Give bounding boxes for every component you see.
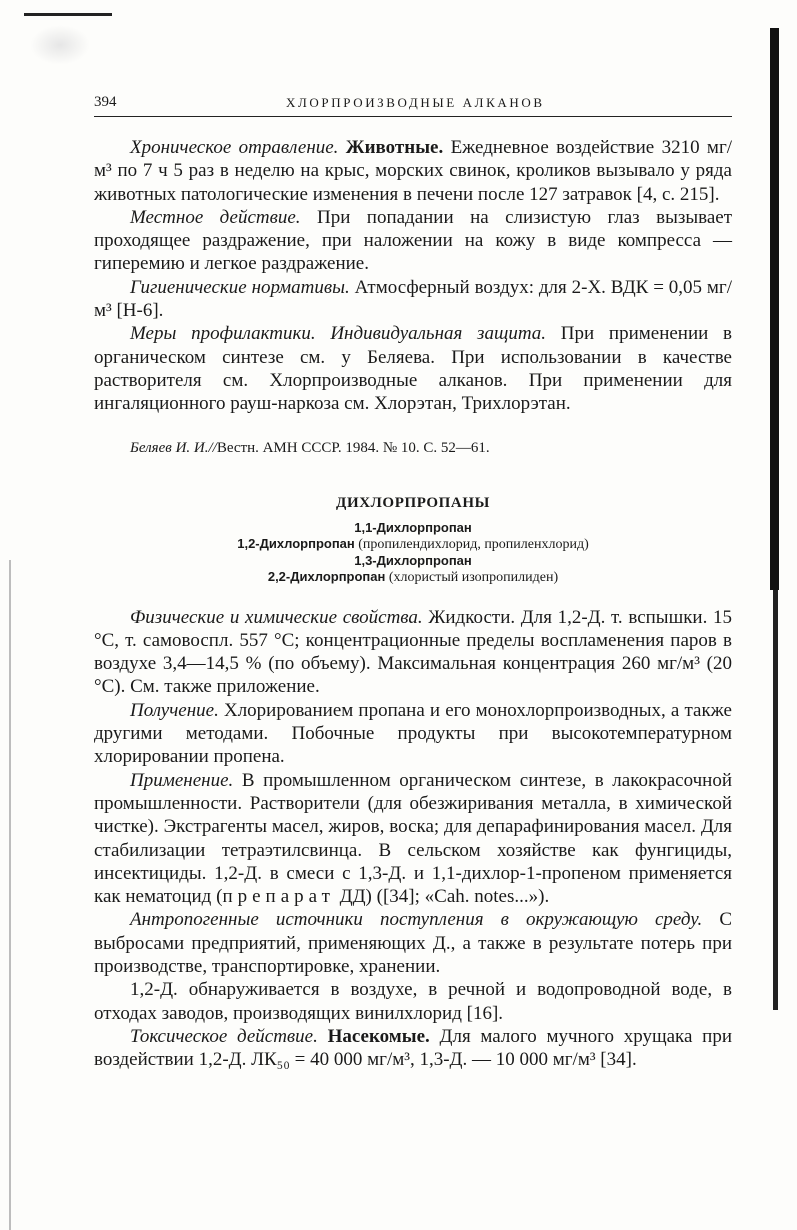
paragraph-prevention [94,322,732,415]
compound-synonyms: (пропилендихлорид, пропиленхлорид) [358,537,589,553]
reference-author: Беляев И. И.// [130,439,217,456]
paragraph-bold-subject: Животные. [345,137,444,158]
page-number: 394 [94,94,117,110]
paragraph-properties [94,606,732,699]
spaced-word: препарат [222,886,335,908]
paragraph-bold-subject: Насекомые. [327,1025,430,1047]
scan-smudge [30,25,90,65]
paragraph-text: При применении в органическом синтезе см. у Беляева. При использовании в качестве растворителя см. Хлорпроизводные алканов. При применении для ингаляционного рауш-наркоза см. Хлорэтан, Трихлорэтан. [94,323,733,415]
compound-synonyms: (хлористый изопропилиден) [388,570,559,586]
paragraph-chronic-poisoning [94,136,732,206]
paragraph-production [94,699,732,769]
paragraph-tail: ДД) ([34]; «Cah. notes...»). [339,886,550,908]
running-head: ХЛОРПРОИЗВОДНЫЕ АЛКАНОВ [286,95,545,110]
paragraph-text: Жидкости. Для 1,2-Д. т. вспышки. 15 °С, т. самовоспл. 557 °С; концентрационные пределы воспламенения паров в воздухе 3,4—14,5 % (по объему). Максимальная концентрация 260 мг/м³ (20 °С). См. также приложение. [94,606,733,698]
paragraph-application [94,769,732,909]
paragraph-detection [94,978,732,1025]
paragraph-lead: Токсическое действие. [130,1025,318,1047]
paragraph-text: С выбросами предприятий, применяющих Д., а также в результате потерь при производстве, транспортировке, хранении. [94,909,732,978]
paragraph-anthropogenic-sources [94,908,732,978]
paragraph-lead: Гигиенические нормативы. [130,276,350,298]
paragraph-lead: Меры профилактики. Индивидуальная защита. [130,323,547,345]
compound-name: 1,3-Дихлорпропан [354,552,472,568]
paragraph-text: Ежедневное воздействие 3210 мг/м³ по 7 ч 5 раз в неделю на крыс, морских свинок, кроликов вызывало у ряда животных патологические изменения в печени после 127 затравок [4, с. 215]. [94,137,733,205]
paragraph-text: 1,2-Д. обнаруживается в воздухе, в речной и водопроводной воде, в отходах заводов, производящих винилхлорид [16]. [94,979,732,1024]
page-header [94,94,732,117]
synonym-list [94,520,732,586]
synonym-line [94,520,732,537]
paragraph-lead: Антропогенные источники поступления в окружающую среду. [130,909,703,931]
paragraph-local-action [94,206,732,276]
scan-left-edge [9,560,11,1230]
reference-text: Вестн. АМН СССР. 1984. № 10. С. 52—61. [216,439,490,456]
paragraph-text: Атмосферный воздух: для 2-Х. ВДК = 0,05 мг/м³ [Н-6]. [94,276,732,322]
paragraph-lead: Физические и химические свойства. [130,606,423,628]
paragraph-toxic-action [94,1025,732,1072]
section-title: ДИХЛОРПРОПАНЫ [336,494,490,511]
scan-right-edge-bar [770,28,779,590]
reference-entry [94,438,732,458]
page-body [94,136,732,1072]
paragraph-text: В промышленном органическом синтезе, в лакокрасочной промышленности. Растворители (для обезжиривания металла, в химической чистке). Экстрагенты масел, жиров, воска; для депарафинирования масел. Для стабилизации тетраэтилсвинца. В сельском хозяйстве как фунгициды, инсектициды. 1,2-Д. в смеси с 1,3-Д. и 1,1-дихлор-1-пропеном применяется как нематоцид ( [94,769,732,908]
paragraph-hygienic-norms [94,276,732,323]
compound-name: 2,2-Дихлорпропан [267,569,386,585]
scan-top-rule [24,13,112,16]
paragraph-lead: Применение. [130,769,234,791]
paragraph-text: Хлорированием пропана и его монохлорпроизводных, а также другими методами. Побочные продукты при высокотемпературном хлорировании пропена. [94,699,732,768]
paragraph-lead: Местное действие. [130,206,301,228]
compound-name: 1,2-Дихлорпропан [237,536,355,552]
compound-name: 1,1-Дихлорпропан [354,519,472,535]
synonym-line [94,536,732,553]
paragraph-text: При попадании на слизистую глаз вызывает проходящее раздражение, при наложении на кожу в виде компресса — гиперемию и легкое раздражение. [94,206,733,275]
scan-right-edge-bar-lower [773,590,778,1010]
synonym-line [94,553,732,570]
paragraph-text: Для малого мучного хрущака при воздействии 1,2-Д. ЛК₅₀ = 40 000 мг/м³, 1,3-Д. — 10 000 мг/м³ [34]. [94,1025,732,1071]
synonym-line [94,569,732,586]
paragraph-lead: Хроническое отравление. [130,137,339,158]
paragraph-lead: Получение. [130,699,219,721]
